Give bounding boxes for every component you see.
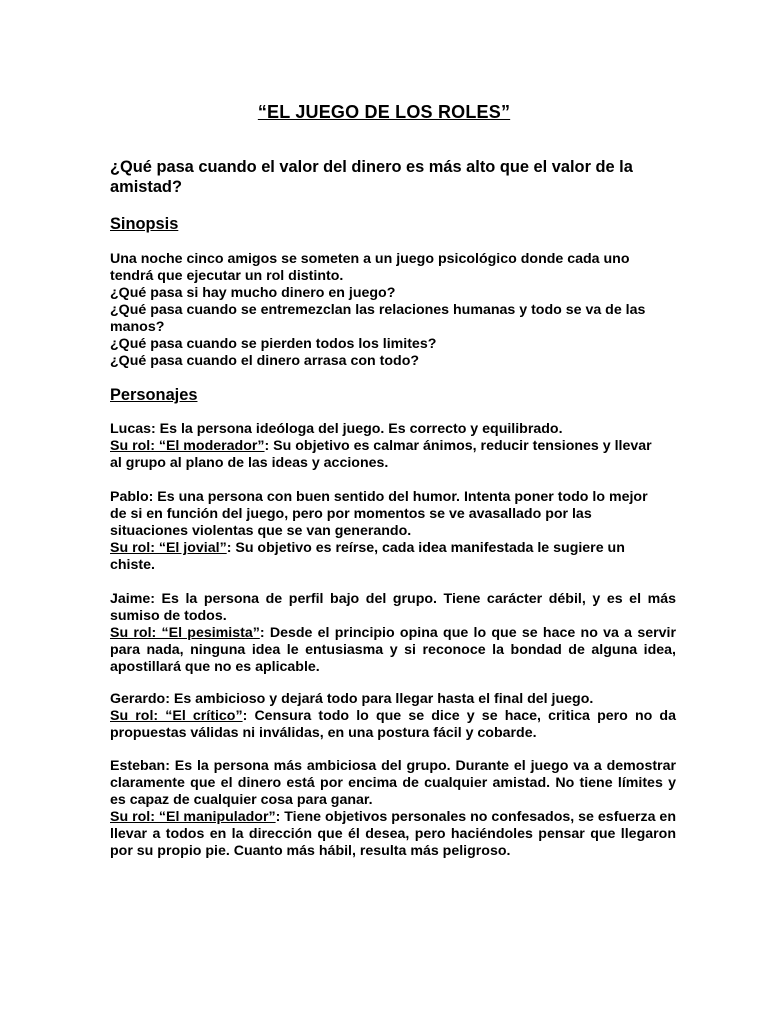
- document-title: “EL JUEGO DE LOS ROLES”: [257, 102, 511, 122]
- tagline-question: ¿Qué pasa cuando el valor del dinero es más alto que el valor de la amistad?: [110, 158, 633, 196]
- character-description: Lucas: Es la persona ideóloga del juego. Es correcto y equilibrado.: [110, 421, 563, 437]
- role-text: : Desde el principio opina que lo que se hace no va a servir para nada, ninguna idea le entusiasma y si reconoce la bondad de alguna idea, apostillará que no es aplicable.: [110, 625, 676, 675]
- role-text: : Censura todo lo que se dice y se hace, critica pero no da propuestas válidas ni inválidas, en una postura fácil y cobarde.: [110, 708, 676, 741]
- sinopsis-text: [110, 251, 658, 370]
- personajes-heading: Personajes: [110, 386, 198, 404]
- character-jaime: [110, 591, 676, 676]
- role-label: Su rol: “El pesimista”: [110, 625, 260, 641]
- character-description: Gerardo: Es ambicioso y dejará todo para llegar hasta el final del juego.: [110, 691, 594, 707]
- character-pablo: [110, 489, 658, 574]
- character-role: [110, 708, 676, 742]
- character-description: Jaime: Es la persona de perfil bajo del grupo. Tiene carácter débil, y es el más sumiso de todos.: [110, 591, 676, 624]
- character-description: Pablo: Es una persona con buen sentido del humor. Intenta poner todo lo mejor de si en función del juego, pero por momentos se ve avasallado por las situaciones violentas que se van generando.: [110, 489, 648, 539]
- character-esteban: [110, 758, 676, 860]
- role-text: : Tiene objetivos personales no confesados, se esfuerza en llevar a todos en la dirección que él desea, pero haciéndoles pensar que llegaron por su propio pie. Cuanto más hábil, resulta más peligroso.: [110, 809, 676, 859]
- character-lucas: [110, 421, 660, 472]
- character-description: Esteban: Es la persona más ambiciosa del grupo. Durante el juego va a demostrar claramente que el dinero está por encima de cualquier amistad. No tiene límites y es capaz de cualquier cosa para ganar.: [110, 758, 676, 808]
- character-role: [110, 809, 676, 860]
- character-role: [110, 625, 676, 676]
- sinopsis-line: ¿Qué pasa cuando el dinero arrasa con todo?: [110, 353, 420, 369]
- role-text: : Su objetivo es reírse, cada idea manifestada le sugiere un chiste.: [110, 540, 625, 573]
- sinopsis-line: ¿Qué pasa si hay mucho dinero en juego?: [110, 285, 396, 301]
- role-label: Su rol: “El moderador”: [110, 438, 265, 454]
- sinopsis-line: ¿Qué pasa cuando se pierden todos los limites?: [110, 336, 437, 352]
- role-text: : Su objetivo es calmar ánimos, reducir tensiones y llevar al grupo al plano de las ideas y acciones.: [110, 438, 652, 471]
- sinopsis-heading: Sinopsis: [110, 215, 179, 233]
- character-role: [110, 438, 660, 472]
- sinopsis-line: Una noche cinco amigos se someten a un juego psicológico donde cada uno tendrá que ejecutar un rol distinto.: [110, 251, 630, 284]
- role-label: Su rol: “El jovial”: [110, 540, 227, 556]
- role-label: Su rol: “El manipulador”: [110, 809, 276, 825]
- sinopsis-line: ¿Qué pasa cuando se entremezclan las relaciones humanas y todo se va de las manos?: [110, 302, 646, 335]
- character-role: [110, 540, 658, 574]
- character-gerardo: [110, 691, 676, 742]
- role-label: Su rol: “El crítico”: [110, 708, 243, 724]
